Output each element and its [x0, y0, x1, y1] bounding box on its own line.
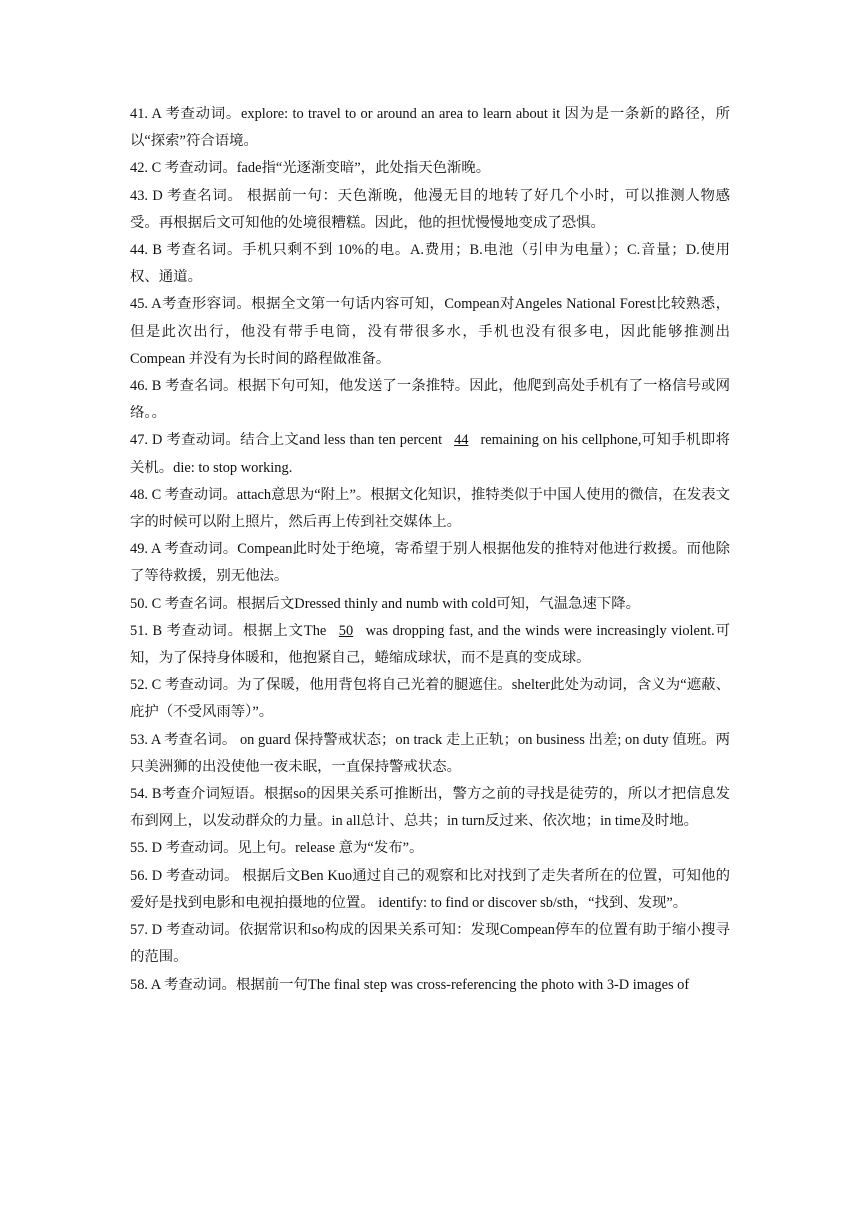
item-55 [130, 835, 730, 862]
item-text: A 考查名词。 on guard 保持警戒状态；on track 走上正轨；on business 出差; on duty 值班。两只美洲狮的出没使他一夜未眠，一直保持警戒状态。 [130, 731, 730, 775]
item-46 [130, 373, 730, 427]
item-text: D 考查动词。见上句。release 意为“发布”。 [148, 840, 424, 857]
item-54 [130, 781, 730, 835]
item-number: 53. [130, 731, 148, 748]
item-number: 51. [130, 622, 148, 639]
item-number: 42. [130, 160, 148, 177]
item-number: 43. [130, 187, 148, 204]
item-text: A考查形容词。根据全文第一句话内容可知，Compean对Angeles National Forest比较熟悉，但是此次出行，他没有带手电筒，没有带很多水，手机也没有很多电，因此能够推测出Compean 并没有为长时间的路程做准备。 [130, 296, 730, 367]
item-number: 48. [130, 486, 148, 503]
item-43 [130, 183, 730, 237]
item-text: A 考查动词。Compean此时处于绝境，寄希望于别人根据他发的推特对他进行救援。而他除了等待救援，别无他法。 [130, 541, 730, 585]
item-text-pre: B 考查动词。根据上文The [148, 622, 331, 639]
item-51 [130, 618, 730, 672]
item-50 [130, 591, 730, 618]
blank-50: 50 [338, 622, 354, 639]
item-text: B 考查名词。手机只剩不到 10%的电。A.费用；B.电池（引申为电量）；C.音量；D.使用权、通道。 [130, 242, 730, 286]
item-text: D 考查名词。 根据前一句：天色渐晚，他漫无目的地转了好几个小时，可以推测人物感受。再根据后文可知他的处境很糟糕。因此，他的担忧慢慢地变成了恐惧。 [130, 187, 730, 231]
item-text: D 考查动词。 根据后文Ben Kuo通过自己的观察和比对找到了走失者所在的位置，可知他的爱好是找到电影和电视拍摄地的位置。 identify: to find or discover sb/sth，“找到、发现”。 [130, 867, 730, 911]
item-text: B考查介词短语。根据so的因果关系可推断出，警方之前的寻找是徒劳的，所以才把信息发布到网上，以发动群众的力量。in all总计、总共；in turn反过来、依次地；in time及时地。 [130, 786, 730, 830]
item-number: 45. [130, 296, 148, 313]
item-text-post: remaining on his cellphone,可知手机即将关机。die: to stop working. [130, 432, 730, 476]
item-text: D 考查动词。依据常识和so构成的因果关系可知：发现Compean停车的位置有助于缩小搜寻的范围。 [130, 922, 730, 966]
item-number: 44. [130, 242, 148, 259]
item-number: 54. [130, 786, 148, 803]
item-44 [130, 237, 730, 291]
item-text: C 考查名词。根据后文Dressed thinly and numb with cold可知，气温急速下降。 [148, 595, 641, 612]
item-53 [130, 727, 730, 781]
item-47 [130, 427, 730, 481]
item-number: 50. [130, 595, 148, 612]
item-56 [130, 863, 730, 917]
item-52 [130, 672, 730, 726]
item-41 [130, 101, 730, 155]
item-text: C 考查动词。为了保暖，他用背包将自己光着的腿遮住。shelter此处为动词，含义为“遮蔽、庇护（不受风雨等）”。 [130, 677, 730, 721]
blank-44: 44 [454, 432, 469, 449]
item-text: A 考查动词。explore: to travel to or around an area to learn about it 因为是一条新的路径，所以“探索”符合语境。 [130, 106, 730, 150]
item-text: C 考查动词。attach意思为“附上”。根据文化知识，推特类似于中国人使用的微信，在发表文字的时候可以附上照片，然后再上传到社交媒体上。 [130, 486, 730, 531]
item-number: 47. [130, 432, 148, 449]
item-48 [130, 482, 730, 536]
item-number: 52. [130, 677, 148, 694]
item-number: 46. [130, 378, 148, 395]
item-42 [130, 155, 730, 182]
item-58 [130, 972, 730, 999]
item-text: A 考查动词。根据前一句The final step was cross-referencing the photo with 3-D images of [148, 976, 690, 993]
answer-explanations [130, 101, 730, 999]
item-number: 57. [130, 922, 148, 939]
item-number: 58. [130, 976, 148, 993]
item-57 [130, 917, 730, 971]
item-text-pre: D 考查动词。结合上文and less than ten percent [148, 432, 447, 449]
item-number: 56. [130, 867, 148, 884]
item-49 [130, 536, 730, 590]
item-number: 41. [130, 106, 148, 122]
item-45 [130, 291, 730, 373]
item-number: 55. [130, 840, 148, 857]
item-text: B 考查名词。根据下句可知，他发送了一条推特。因此，他爬到高处手机有了一格信号或网络。。 [130, 378, 730, 422]
item-text-post: was dropping fast, and the winds were increasingly violent.可知，为了保持身体暖和，他抱紧自己，蜷缩成球状，而不是真的变成球。 [130, 622, 730, 667]
item-number: 49. [130, 541, 148, 558]
item-text: C 考查动词。fade指“光逐渐变暗”，此处指天色渐晚。 [148, 160, 491, 177]
